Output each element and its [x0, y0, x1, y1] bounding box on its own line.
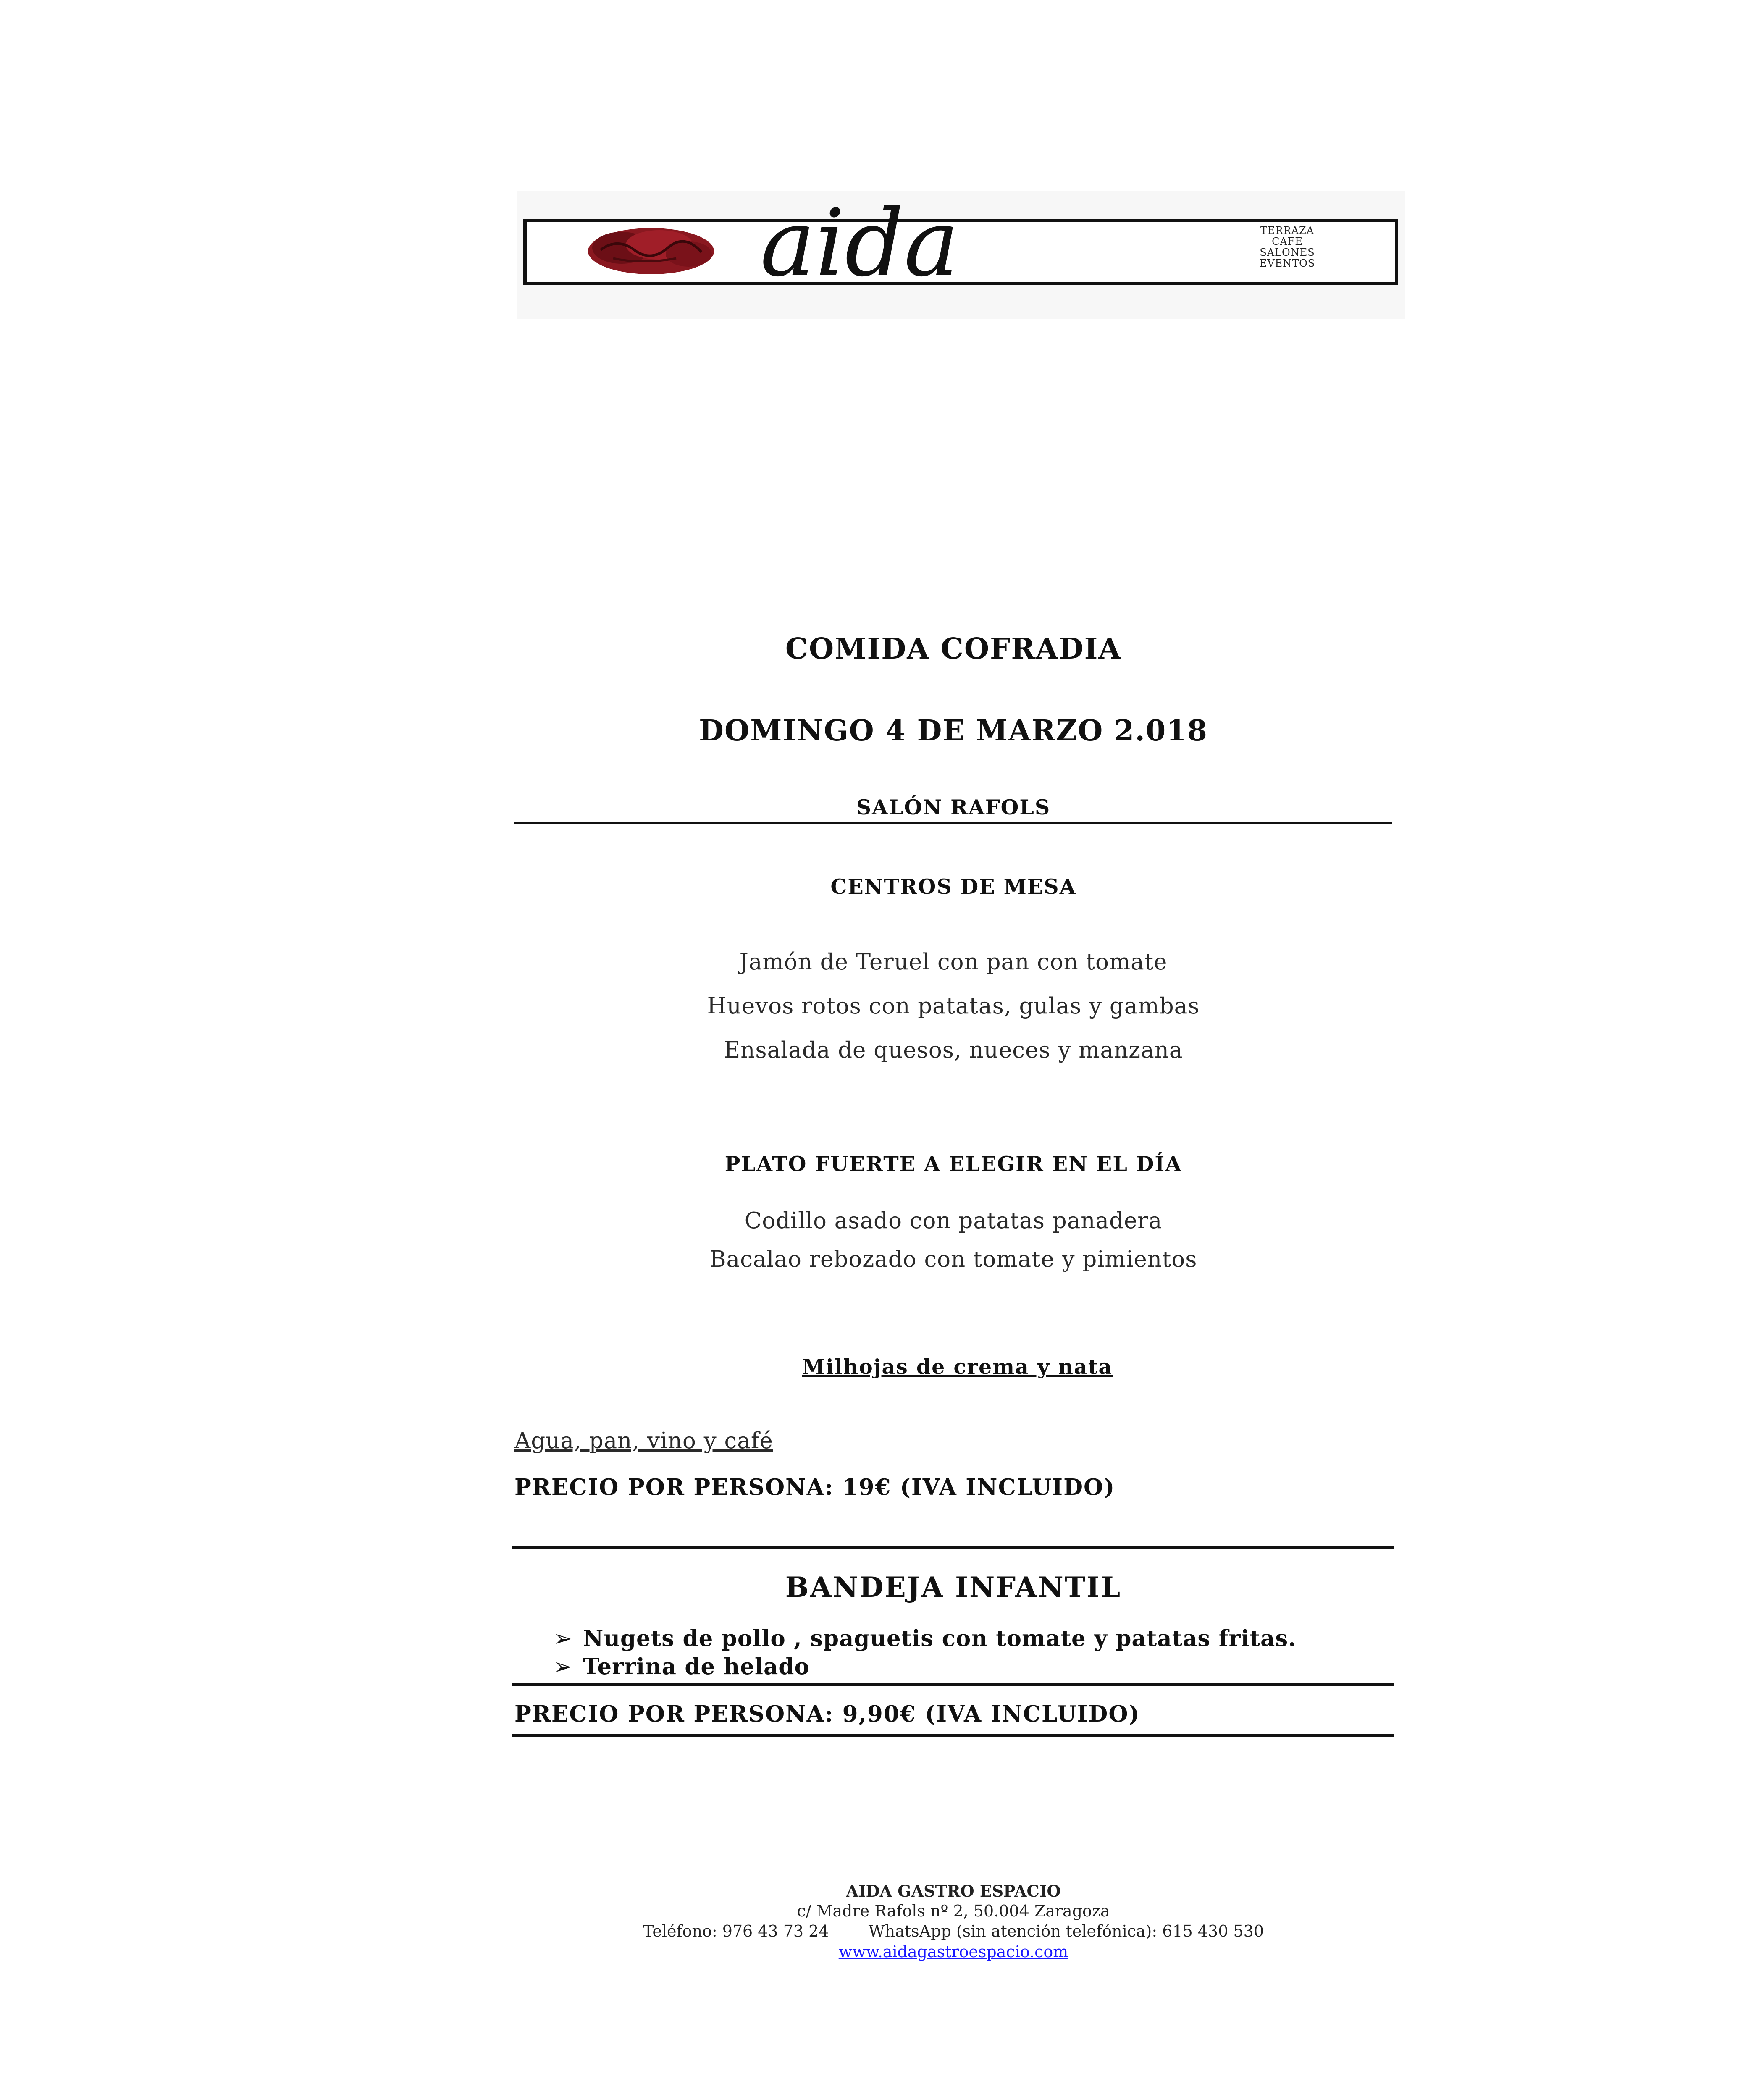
section-divider — [512, 1546, 1394, 1549]
logo-tag-salones: SALONES — [1260, 247, 1315, 258]
kids-bottom-divider — [512, 1734, 1394, 1737]
kids-heading: BANDEJA INFANTIL — [785, 1571, 1122, 1604]
kids-list-item — [554, 1625, 1297, 1651]
adult-price: PRECIO POR PERSONA: 19€ (IVA INCLUIDO) — [514, 1474, 1116, 1500]
logo-tag-cafe: CAFE — [1272, 236, 1303, 247]
logo-wordmark: aida — [760, 191, 959, 297]
event-title: COMIDA COFRADIA — [785, 632, 1122, 666]
starters-heading: CENTROS DE MESA — [830, 874, 1076, 899]
restaurant-logo — [517, 191, 1405, 319]
kids-divider — [512, 1683, 1394, 1686]
footer-address: c/ Madre Rafols nº 2, 50.004 Zaragoza — [797, 1902, 1110, 1920]
footer-business-name: AIDA GASTRO ESPACIO — [846, 1882, 1061, 1900]
starter-item: Jamón de Teruel con pan con tomate — [739, 949, 1168, 975]
kids-item-label: Terrina de helado — [583, 1654, 810, 1680]
main-item: Bacalao rebozado con tomate y pimientos — [709, 1247, 1197, 1272]
starter-item: Huevos rotos con patatas, gulas y gambas — [707, 993, 1200, 1019]
kids-list-item — [554, 1654, 810, 1680]
arrow-bullet-icon: ➢ — [554, 1654, 573, 1680]
event-date: DOMINGO 4 DE MARZO 2.018 — [699, 714, 1208, 748]
mains-heading: PLATO FUERTE A ELEGIR EN EL DÍA — [724, 1152, 1182, 1176]
venue-divider — [514, 822, 1392, 824]
footer-whatsapp: WhatsApp (sin atención telefónica): 615 430 530 — [868, 1922, 1264, 1940]
kids-item-label: Nugets de pollo , spaguetis con tomate y patatas fritas. — [583, 1625, 1297, 1651]
footer-phone: Teléfono: 976 43 73 24 — [643, 1922, 829, 1940]
rose-icon — [588, 228, 714, 274]
arrow-bullet-icon: ➢ — [554, 1626, 573, 1651]
drinks-included: Agua, pan, vino y café — [514, 1428, 773, 1454]
footer-contact — [514, 1922, 1392, 1940]
footer-website-row — [514, 1942, 1392, 1961]
logo-tag-terraza: TERRAZA — [1260, 225, 1315, 236]
logo-tag-eventos: EVENTOS — [1259, 257, 1315, 269]
kids-price: PRECIO POR PERSONA: 9,90€ (IVA INCLUIDO) — [514, 1701, 1140, 1727]
dessert-item: Milhojas de crema y nata — [802, 1354, 1113, 1379]
starter-item: Ensalada de quesos, nueces y manzana — [724, 1037, 1183, 1063]
venue-label: SALÓN RAFOLS — [856, 795, 1051, 819]
main-item: Codillo asado con patatas panadera — [744, 1208, 1163, 1234]
website-link[interactable]: www.aidagastroespacio.com — [838, 1942, 1068, 1961]
